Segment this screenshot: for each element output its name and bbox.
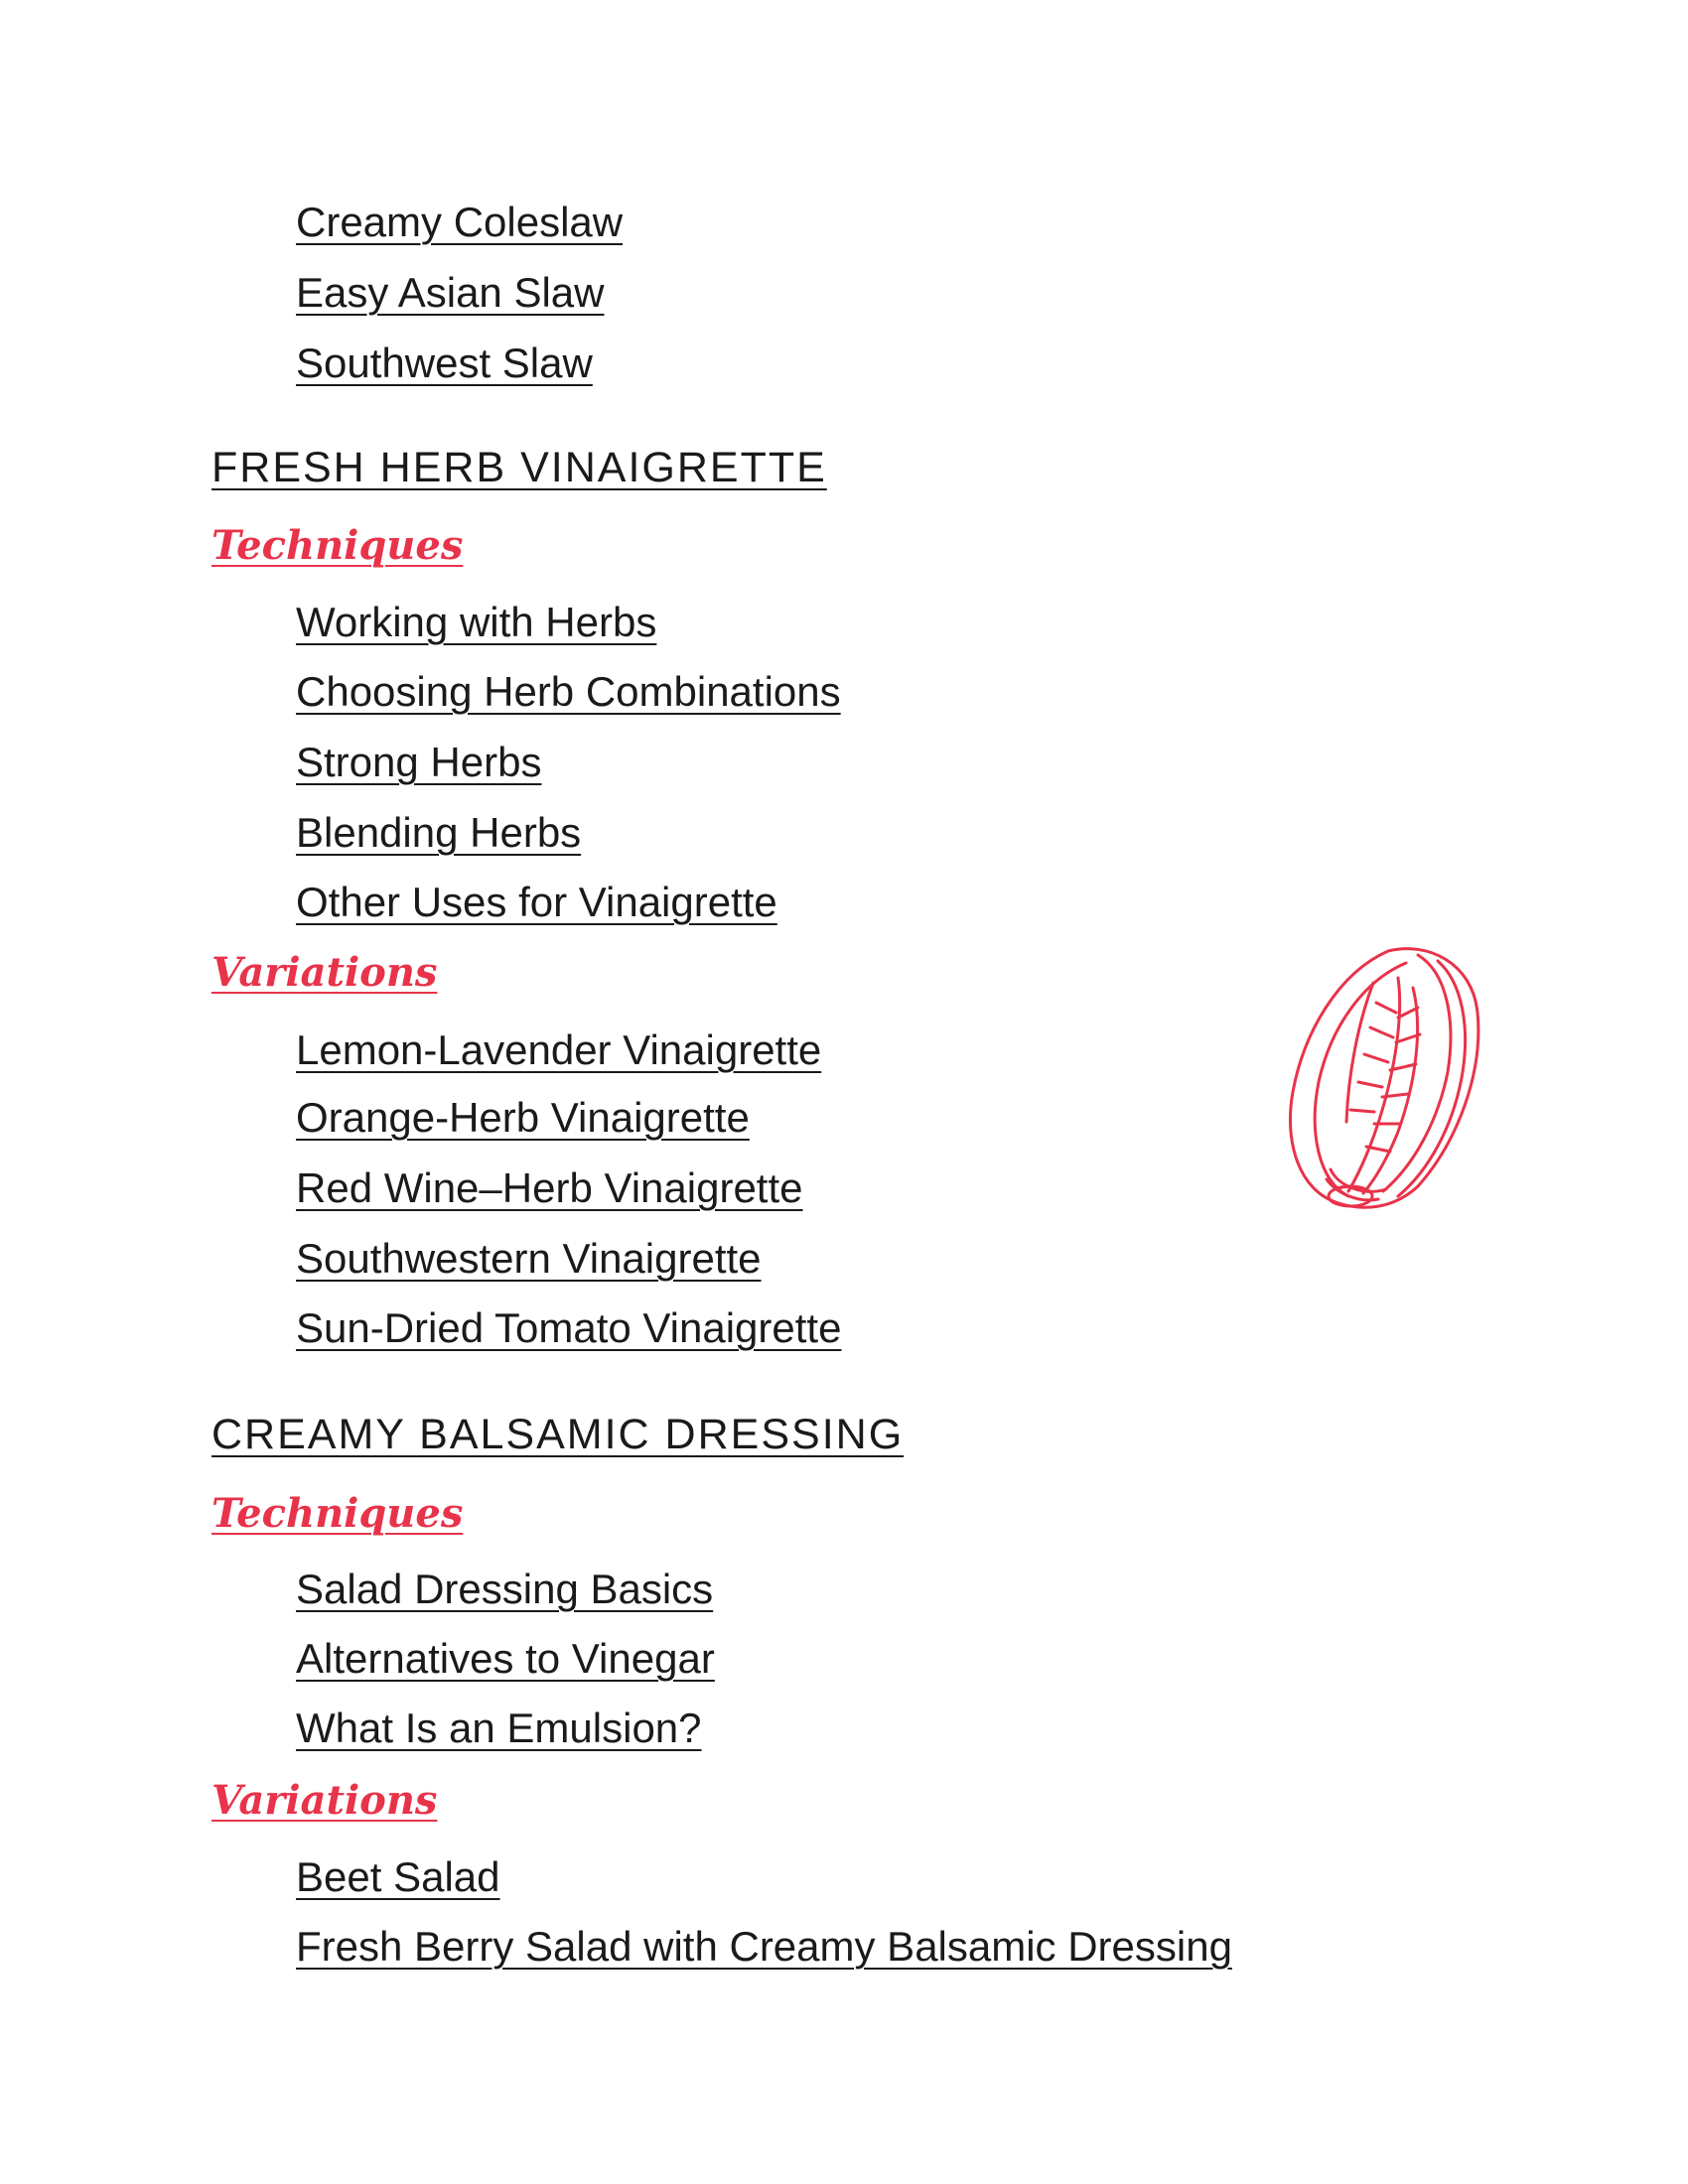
link-creamy-coleslaw[interactable]: Creamy Coleslaw [296, 199, 624, 245]
link-choosing-herb-combinations[interactable]: Choosing Herb Combinations [296, 668, 841, 715]
link-fresh-berry-salad[interactable]: Fresh Berry Salad with Creamy Balsamic Dressing [296, 1923, 1232, 1970]
link-red-wine-herb-vinaigrette[interactable]: Red Wine–Herb Vinaigrette [296, 1164, 803, 1211]
link-working-with-herbs[interactable]: Working with Herbs [296, 599, 657, 645]
link-easy-asian-slaw[interactable]: Easy Asian Slaw [296, 269, 605, 316]
link-lemon-lavender-vinaigrette[interactable]: Lemon-Lavender Vinaigrette [296, 1026, 822, 1073]
link-beet-salad[interactable]: Beet Salad [296, 1853, 500, 1900]
link-what-is-an-emulsion[interactable]: What Is an Emulsion? [296, 1705, 702, 1751]
heading-fresh-herb-vinaigrette[interactable]: FRESH HERB VINAIGRETTE [211, 444, 827, 491]
techniques-label: Techniques [211, 1490, 464, 1537]
heading-creamy-balsamic-dressing[interactable]: CREAMY BALSAMIC DRESSING [211, 1411, 905, 1458]
variations-label: Variations [211, 1777, 438, 1824]
link-strong-herbs[interactable]: Strong Herbs [296, 739, 542, 785]
link-other-uses-for-vinaigrette[interactable]: Other Uses for Vinaigrette [296, 879, 777, 925]
techniques-label: Techniques [211, 522, 464, 569]
link-sun-dried-tomato-vinaigrette[interactable]: Sun-Dried Tomato Vinaigrette [296, 1304, 842, 1351]
variations-label: Variations [211, 949, 438, 996]
link-salad-dressing-basics[interactable]: Salad Dressing Basics [296, 1566, 714, 1612]
link-southwestern-vinaigrette[interactable]: Southwestern Vinaigrette [296, 1235, 762, 1282]
link-orange-herb-vinaigrette[interactable]: Orange-Herb Vinaigrette [296, 1094, 750, 1141]
link-southwest-slaw[interactable]: Southwest Slaw [296, 340, 593, 386]
romaine-lettuce-icon [1279, 943, 1487, 1221]
link-alternatives-to-vinegar[interactable]: Alternatives to Vinegar [296, 1635, 715, 1682]
link-blending-herbs[interactable]: Blending Herbs [296, 809, 582, 856]
